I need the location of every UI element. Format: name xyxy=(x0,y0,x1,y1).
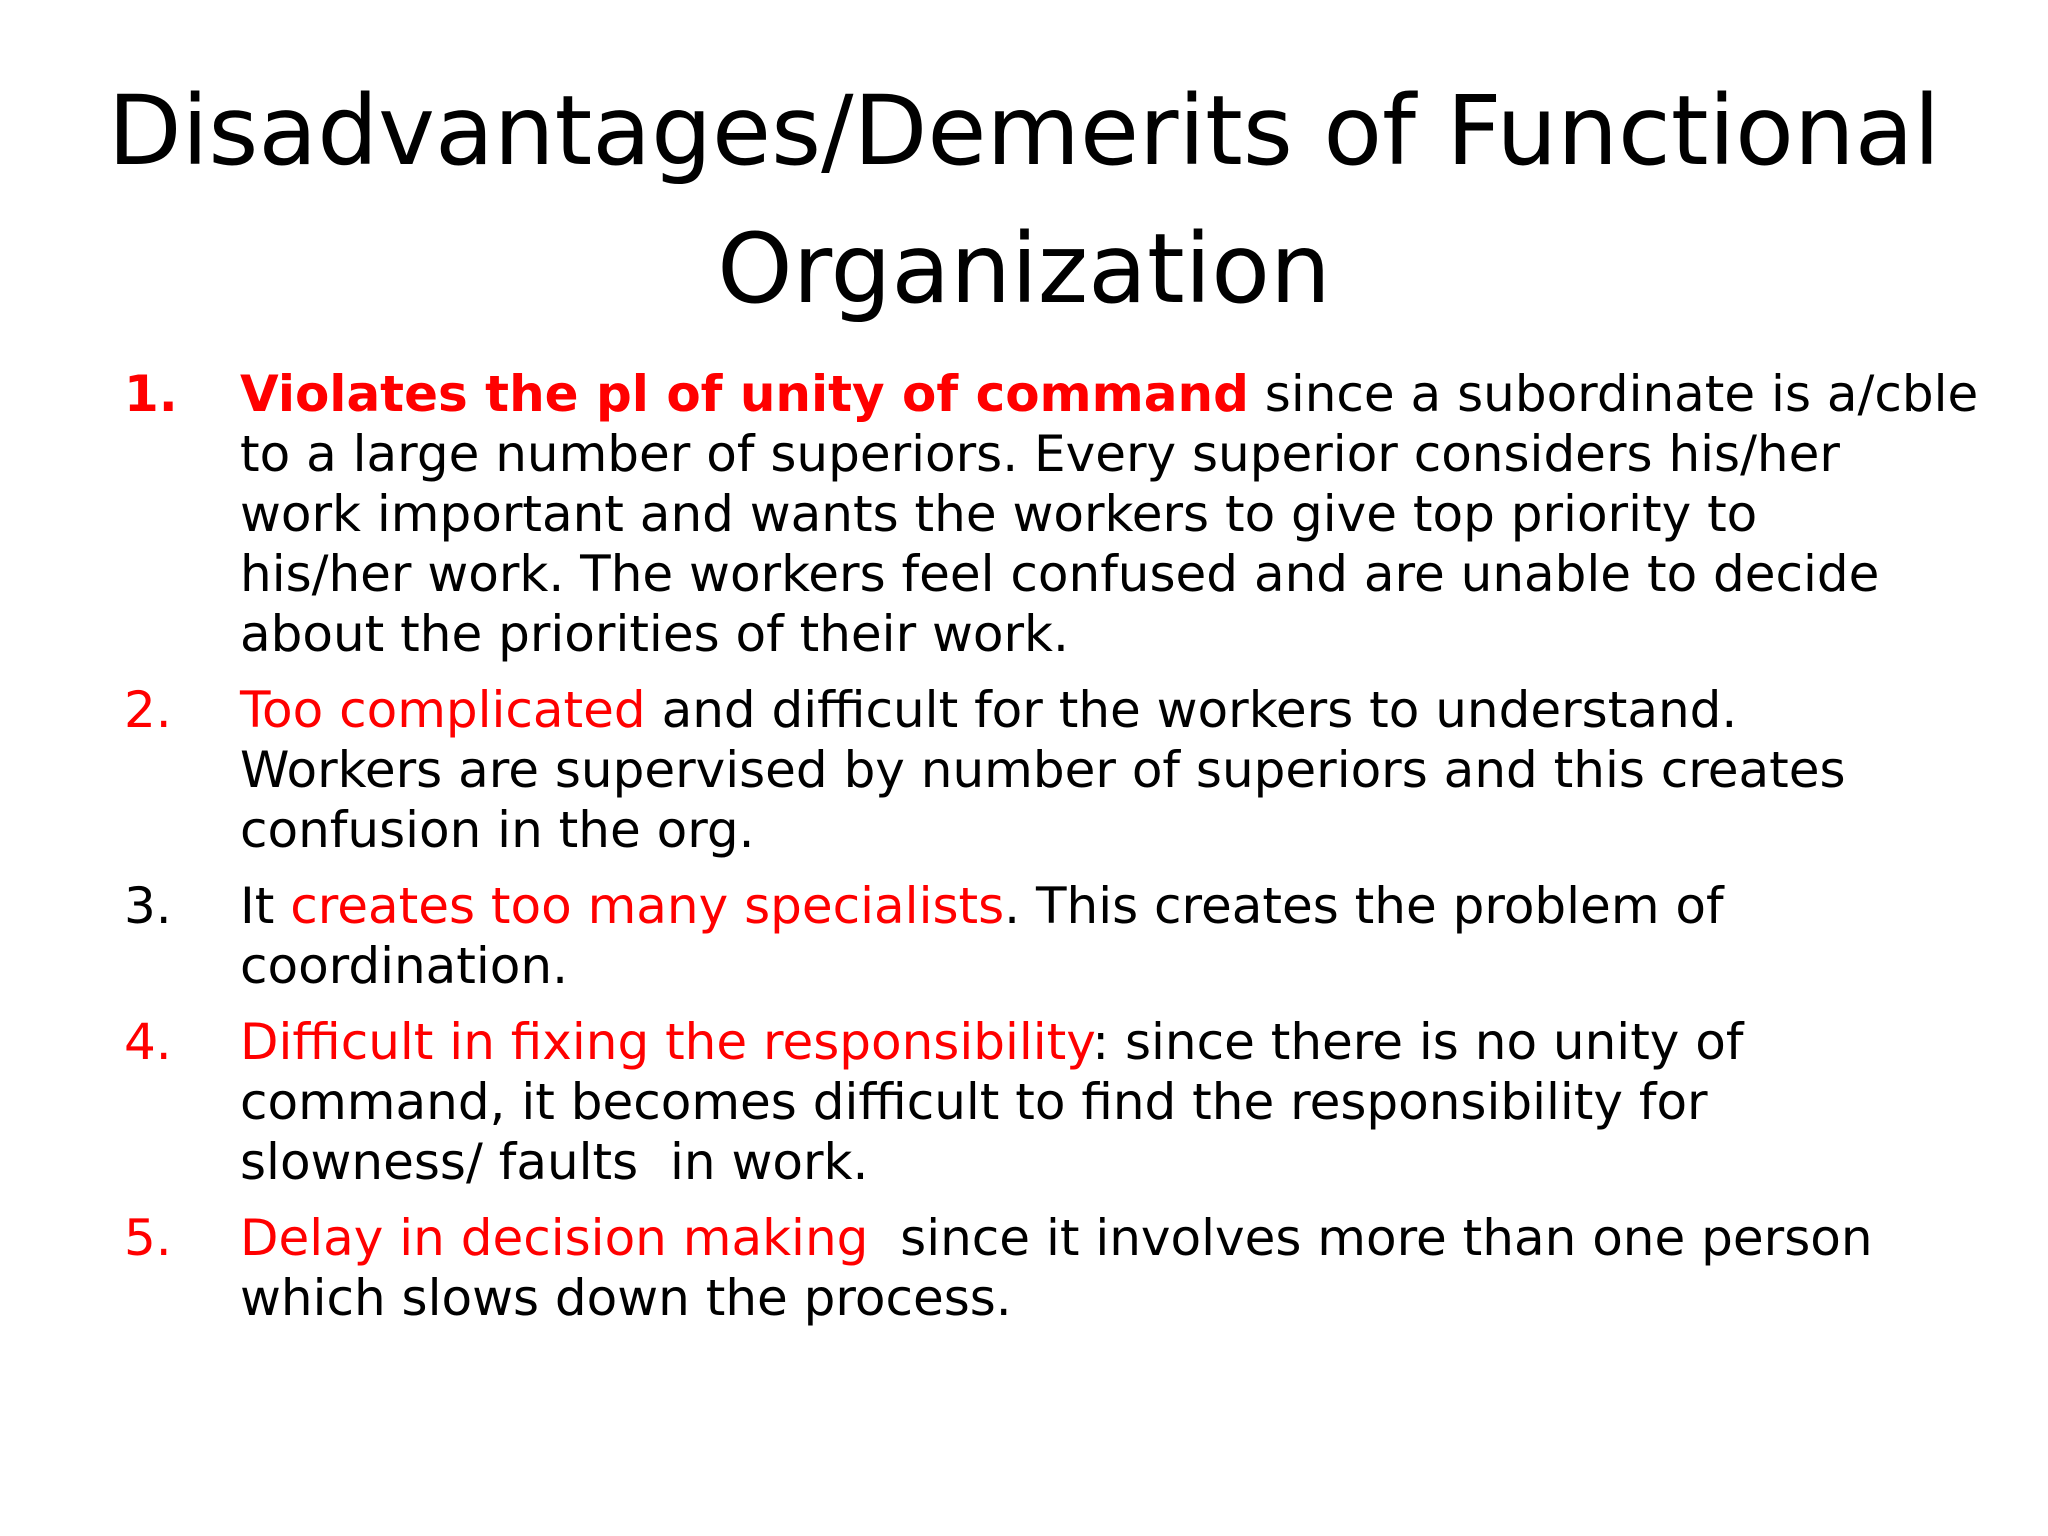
item-number-2: 2. xyxy=(124,681,172,739)
item-3-prefix: It xyxy=(240,877,291,935)
item-number-4: 4. xyxy=(124,1013,172,1071)
item-4-highlight: Difficult in fixing the responsibility xyxy=(240,1013,1093,1071)
item-3-highlight: creates too many specialists xyxy=(290,877,1005,935)
slide-title xyxy=(100,62,1948,338)
disadvantages-list xyxy=(124,364,1979,1344)
item-2-line-1: and difficult for the workers to understand. xyxy=(645,681,1738,739)
item-3-line-2: coordination. xyxy=(240,937,568,995)
title-line-1: Disadvantages/Demerits of Functional xyxy=(107,75,1941,187)
item-1-line-5: about the priorities of their work. xyxy=(240,605,1069,663)
list-item-3 xyxy=(124,876,1934,996)
item-1-line-4: his/her work. The workers feel confused and are unable to decide xyxy=(240,545,1880,603)
list-item-2 xyxy=(124,680,1934,860)
item-number-3: 3. xyxy=(124,877,172,935)
item-4-line-3: slowness/ faults in work. xyxy=(240,1133,869,1191)
item-1-highlight: Violates the pl of unity of command xyxy=(240,365,1249,423)
item-5-line-2: which slows down the process. xyxy=(240,1269,1012,1327)
item-5-line-1: since it involves more than one person xyxy=(868,1209,1873,1267)
item-4-line-2: command, it becomes difficult to find the responsibility for xyxy=(240,1073,1708,1131)
item-3-line-1: . This creates the problem of xyxy=(1004,877,1724,935)
item-number-5: 5. xyxy=(124,1209,172,1267)
list-item-5 xyxy=(124,1208,1934,1328)
item-1-line-3: work important and wants the workers to give top priority to xyxy=(240,485,1758,543)
item-1-line-1: since a subordinate is a/cble xyxy=(1248,365,1979,423)
item-1-line-2: to a large number of superiors. Every superior considers his/her xyxy=(240,425,1840,483)
item-5-highlight: Delay in decision making xyxy=(240,1209,869,1267)
item-4-line-1: : since there is no unity of xyxy=(1092,1013,1744,1071)
item-number-1: 1. xyxy=(124,365,178,423)
list-item-1 xyxy=(124,364,1979,664)
title-line-2: Organization xyxy=(717,213,1331,325)
item-2-line-3: confusion in the org. xyxy=(240,801,755,859)
list-item-4 xyxy=(124,1012,1934,1192)
item-2-highlight: Too complicated xyxy=(240,681,646,739)
item-2-line-2: Workers are supervised by number of superiors and this creates xyxy=(240,741,1846,799)
